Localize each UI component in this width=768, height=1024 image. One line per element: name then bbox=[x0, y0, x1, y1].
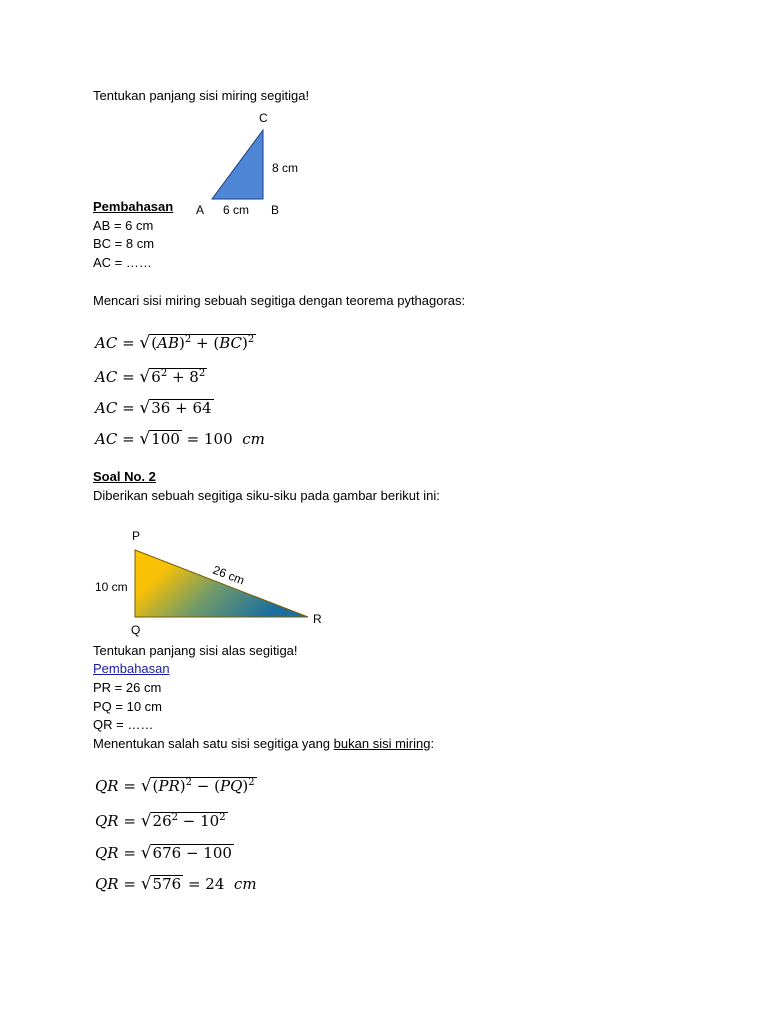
equation-2-step-3: QR = √676 − 100 bbox=[95, 843, 232, 863]
triangle-abc bbox=[212, 130, 263, 199]
intro-1: Mencari sisi miring sebuah segitiga dengan teorema pythagoras: bbox=[93, 293, 466, 308]
equation-2-step-2: QR = $√26^2 - 10^2$ bbox=[95, 811, 226, 831]
equation-2-step-4: QR = √576 = 24 cm bbox=[95, 874, 257, 894]
given-ab: AB = 6 cm bbox=[93, 218, 154, 233]
equation-1-step-4: AC = √100 = 100 cm bbox=[95, 429, 265, 449]
equation-1-step-1: AC = √(AB)$^2$ + (BC)$^2$ bbox=[95, 333, 255, 353]
equation-1-step-3: AC = √36 + 64 bbox=[95, 398, 212, 418]
label-q: Q bbox=[131, 623, 141, 637]
instruction-suffix: : bbox=[430, 736, 435, 751]
instruction-prefix: Menentukan salah satu sisi segitiga yang bbox=[93, 736, 334, 751]
solution-heading-1: Pembahasan bbox=[93, 199, 174, 214]
label-b: B bbox=[271, 203, 280, 217]
triangle-pqr-figure bbox=[90, 522, 330, 640]
side-bc-label: 8 cm bbox=[272, 161, 299, 175]
side-ab-label: 6 cm bbox=[223, 203, 250, 217]
label-p: P bbox=[132, 529, 141, 543]
instruction-2 bbox=[93, 736, 434, 752]
question-1: Tentukan panjang sisi miring segitiga! bbox=[93, 88, 310, 103]
given-pq: PQ = 10 cm bbox=[93, 699, 162, 714]
intro-2: Diberikan sebuah segitiga siku-siku pada gambar berikut ini: bbox=[93, 488, 440, 503]
side-pr-label: 26 cm bbox=[210, 562, 247, 588]
label-r: R bbox=[313, 612, 322, 626]
given-bc: BC = 8 cm bbox=[93, 236, 155, 251]
equation-2-step-1: QR = √(PR)$^2$ − (PQ)$^2$ bbox=[95, 776, 255, 796]
given-ac: AC = …… bbox=[93, 255, 152, 270]
label-a: A bbox=[196, 203, 205, 217]
question-2: Tentukan panjang sisi alas segitiga! bbox=[93, 643, 298, 658]
problem-2-heading: Soal No. 2 bbox=[93, 469, 156, 484]
equation-1-step-2: AC = $√6^2 + 8^2$ bbox=[95, 367, 206, 387]
triangle-abc-figure bbox=[190, 108, 320, 220]
triangle-pqr bbox=[135, 550, 308, 617]
given-pr: PR = 26 cm bbox=[93, 680, 162, 695]
solution-heading-2-link[interactable]: Pembahasan bbox=[93, 661, 170, 676]
given-qr: QR = …… bbox=[93, 717, 154, 732]
side-pq-label: 10 cm bbox=[95, 580, 128, 594]
label-c: C bbox=[259, 111, 268, 125]
instruction-underlined: bukan sisi miring bbox=[333, 736, 431, 751]
